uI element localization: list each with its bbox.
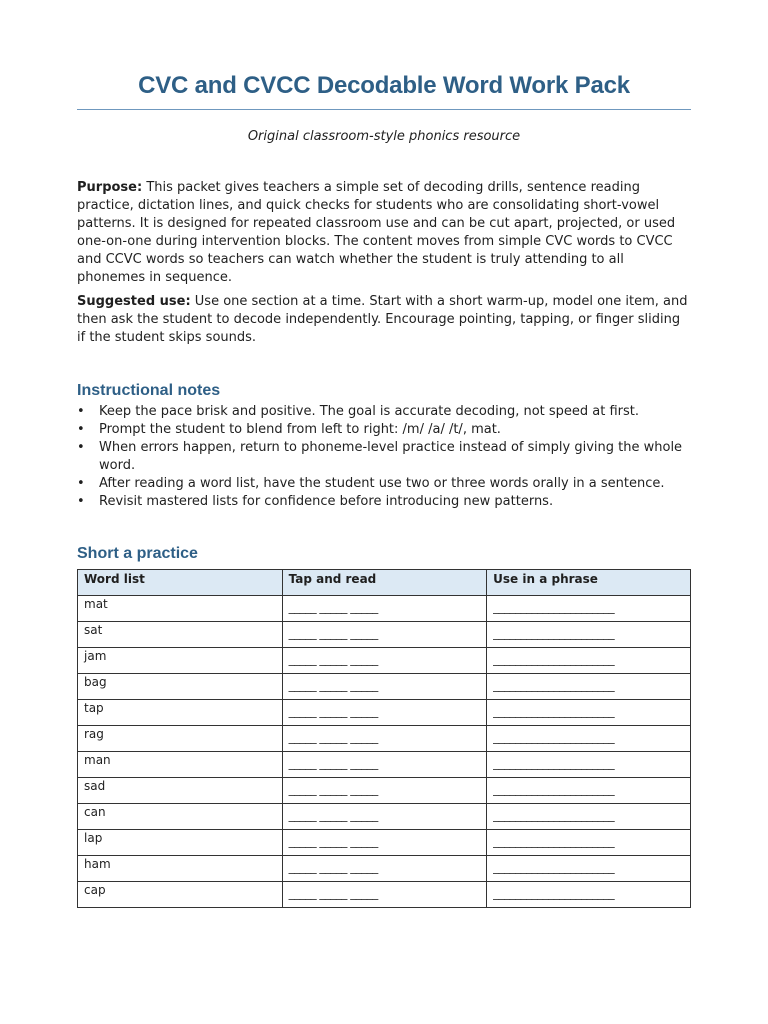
table-row bbox=[78, 804, 691, 830]
word-cell: rag bbox=[78, 726, 283, 752]
tap-and-read-cell bbox=[282, 674, 487, 700]
phrase-cell bbox=[487, 674, 691, 700]
purpose-paragraph bbox=[77, 179, 691, 287]
tap-blank-lines: _____ _____ _____ bbox=[288, 860, 378, 874]
list-item bbox=[77, 493, 691, 511]
phrase-blank-line: ______________________ bbox=[493, 652, 615, 666]
phrase-cell bbox=[487, 648, 691, 674]
column-header-use-in-phrase: Use in a phrase bbox=[487, 570, 691, 596]
tap-and-read-cell bbox=[282, 700, 487, 726]
table-row bbox=[78, 648, 691, 674]
tap-and-read-cell bbox=[282, 726, 487, 752]
phrase-cell bbox=[487, 752, 691, 778]
phrase-cell bbox=[487, 778, 691, 804]
table-row bbox=[78, 726, 691, 752]
phrase-cell bbox=[487, 804, 691, 830]
word-cell: can bbox=[78, 804, 283, 830]
page-title: CVC and CVCC Decodable Word Work Pack bbox=[138, 72, 630, 99]
practice-heading: Short a practice bbox=[77, 545, 198, 562]
bullet-icon: • bbox=[77, 440, 85, 455]
phrase-blank-line: ______________________ bbox=[493, 860, 615, 874]
tap-and-read-cell bbox=[282, 648, 487, 674]
title-divider bbox=[77, 109, 691, 110]
tap-blank-lines: _____ _____ _____ bbox=[288, 600, 378, 614]
bullet-icon: • bbox=[77, 422, 85, 437]
phrase-cell bbox=[487, 856, 691, 882]
phrase-blank-line: ______________________ bbox=[493, 626, 615, 640]
tap-and-read-cell bbox=[282, 752, 487, 778]
table-row bbox=[78, 752, 691, 778]
phrase-cell bbox=[487, 726, 691, 752]
table-row bbox=[78, 856, 691, 882]
tap-blank-lines: _____ _____ _____ bbox=[288, 782, 378, 796]
phrase-blank-line: ______________________ bbox=[493, 756, 615, 770]
word-cell: ham bbox=[78, 856, 283, 882]
phrase-blank-line: ______________________ bbox=[493, 886, 615, 900]
word-cell: mat bbox=[78, 596, 283, 622]
tap-and-read-cell bbox=[282, 804, 487, 830]
tap-and-read-cell bbox=[282, 830, 487, 856]
list-item bbox=[77, 403, 691, 421]
purpose-text: This packet gives teachers a simple set of decoding drills, sentence reading practice, dictation lines, and quick checks for students who are consolidating short-vowel patterns. It is designed for repeated classroom use and can be cut apart, projected, or used one-on-one during intervention blocks. The content moves from simple CVC words to CVCC and CCVC words so teachers can watch whether the student is truly attending to all phonemes in sequence. bbox=[77, 180, 676, 285]
phrase-blank-line: ______________________ bbox=[493, 600, 615, 614]
tap-and-read-cell bbox=[282, 856, 487, 882]
instructional-notes-list bbox=[77, 403, 691, 511]
tap-blank-lines: _____ _____ _____ bbox=[288, 834, 378, 848]
table-row bbox=[78, 596, 691, 622]
phrase-blank-line: ______________________ bbox=[493, 678, 615, 692]
suggested-use-paragraph bbox=[77, 293, 691, 347]
note-text: After reading a word list, have the student use two or three words orally in a sentence. bbox=[99, 476, 665, 491]
tap-blank-lines: _____ _____ _____ bbox=[288, 730, 378, 744]
tap-and-read-cell bbox=[282, 882, 487, 908]
list-item bbox=[77, 475, 691, 493]
word-cell: jam bbox=[78, 648, 283, 674]
word-cell: man bbox=[78, 752, 283, 778]
practice-header-row bbox=[78, 570, 691, 596]
tap-and-read-cell bbox=[282, 778, 487, 804]
bullet-icon: • bbox=[77, 404, 85, 419]
word-cell: tap bbox=[78, 700, 283, 726]
phrase-blank-line: ______________________ bbox=[493, 782, 615, 796]
phrase-cell bbox=[487, 596, 691, 622]
tap-blank-lines: _____ _____ _____ bbox=[288, 626, 378, 640]
note-text: Revisit mastered lists for confidence before introducing new patterns. bbox=[99, 494, 554, 509]
tap-blank-lines: _____ _____ _____ bbox=[288, 756, 378, 770]
column-header-tap-and-read: Tap and read bbox=[282, 570, 487, 596]
phrase-blank-line: ______________________ bbox=[493, 704, 615, 718]
tap-blank-lines: _____ _____ _____ bbox=[288, 652, 378, 666]
page-subtitle: Original classroom-style phonics resource bbox=[247, 129, 521, 144]
table-row bbox=[78, 882, 691, 908]
instructional-notes-heading: Instructional notes bbox=[77, 382, 221, 399]
word-cell: lap bbox=[78, 830, 283, 856]
tap-blank-lines: _____ _____ _____ bbox=[288, 704, 378, 718]
table-row bbox=[78, 778, 691, 804]
phrase-blank-line: ______________________ bbox=[493, 834, 615, 848]
tap-blank-lines: _____ _____ _____ bbox=[288, 678, 378, 692]
tap-and-read-cell bbox=[282, 622, 487, 648]
phrase-cell bbox=[487, 622, 691, 648]
tap-blank-lines: _____ _____ _____ bbox=[288, 808, 378, 822]
bullet-icon: • bbox=[77, 494, 85, 509]
phrase-cell bbox=[487, 882, 691, 908]
table-row bbox=[78, 830, 691, 856]
purpose-label: Purpose: bbox=[77, 180, 143, 195]
list-item bbox=[77, 439, 691, 475]
word-cell: cap bbox=[78, 882, 283, 908]
word-cell: sat bbox=[78, 622, 283, 648]
word-cell: bag bbox=[78, 674, 283, 700]
tap-and-read-cell bbox=[282, 596, 487, 622]
column-header-word-list: Word list bbox=[78, 570, 283, 596]
phrase-cell bbox=[487, 830, 691, 856]
table-row bbox=[78, 700, 691, 726]
phrase-blank-line: ______________________ bbox=[493, 730, 615, 744]
word-cell: sad bbox=[78, 778, 283, 804]
phrase-cell bbox=[487, 700, 691, 726]
list-item bbox=[77, 421, 691, 439]
note-text: When errors happen, return to phoneme-level practice instead of simply giving the whole word. bbox=[99, 440, 683, 473]
suggested-use-label: Suggested use: bbox=[77, 294, 191, 309]
table-row bbox=[78, 674, 691, 700]
suggested-use-text: Use one section at a time. Start with a short warm-up, model one item, and then ask the student to decode independently. Encourage pointing, tapping, or finger sliding if the student skips sounds. bbox=[77, 294, 688, 345]
tap-blank-lines: _____ _____ _____ bbox=[288, 886, 378, 900]
phrase-blank-line: ______________________ bbox=[493, 808, 615, 822]
practice-table bbox=[77, 569, 691, 908]
bullet-icon: • bbox=[77, 476, 85, 491]
note-text: Keep the pace brisk and positive. The goal is accurate decoding, not speed at first. bbox=[99, 404, 640, 419]
table-row bbox=[78, 622, 691, 648]
note-text: Prompt the student to blend from left to right: /m/ /a/ /t/, mat. bbox=[99, 422, 501, 437]
